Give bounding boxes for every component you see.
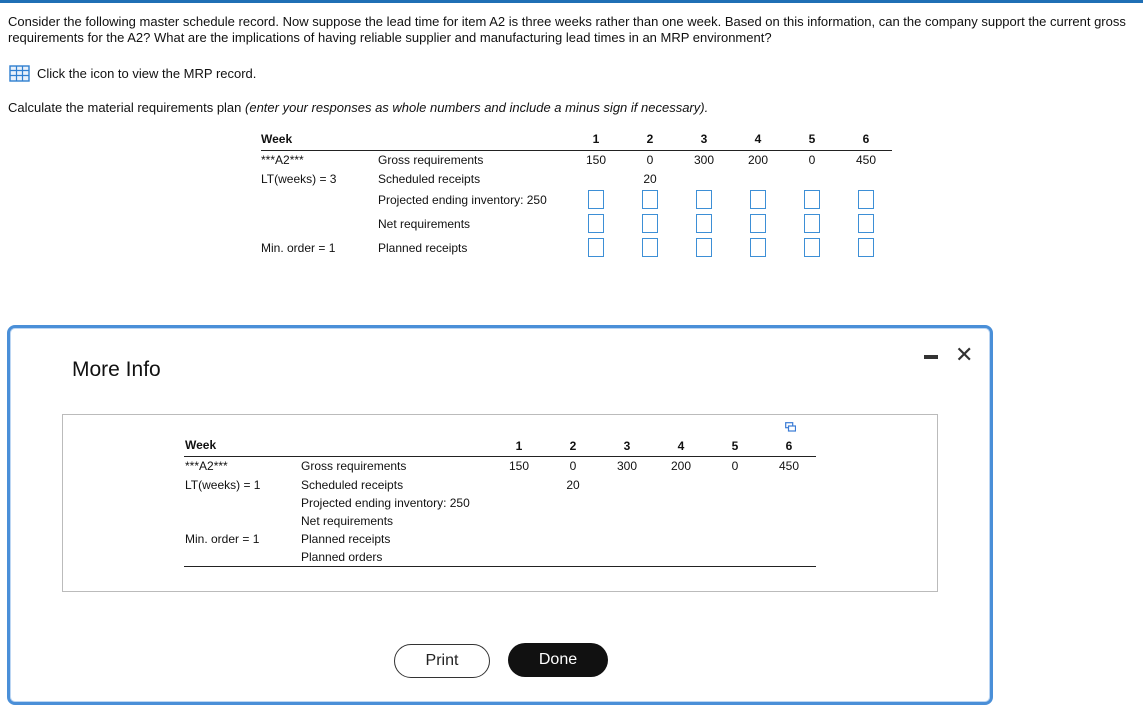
- gross-week-6: 450: [855, 153, 877, 167]
- instruction-italic: (enter your responses as whole numbers and include a minus sign if necessary).: [245, 100, 709, 115]
- modal-week-1-header: 1: [515, 439, 523, 453]
- modal-week-header: Week: [185, 438, 217, 452]
- week-header: Week: [261, 132, 293, 146]
- week-5-header: 5: [808, 132, 816, 146]
- gross-week-5: 0: [808, 153, 816, 167]
- modal-header-rule: [184, 456, 816, 457]
- row-label-projected: Projected ending inventory: 250: [378, 193, 547, 207]
- modal-row-planned-receipts: Planned receipts: [301, 532, 391, 546]
- gross-week-4: 200: [747, 153, 769, 167]
- modal-gross-week-1: 150: [508, 459, 530, 473]
- question-text: Consider the following master schedule record. Now suppose the lead time for item A2 is three weeks rather than one week. Based on this information, can the company support the current gross requirements for the A2? What are the implications of having reliable supplier and manufacturing lead times in an MRP environment?: [8, 14, 1126, 45]
- modal-scheduled-week-2: 20: [566, 478, 580, 492]
- modal-title: More Info: [72, 358, 161, 381]
- item-label: ***A2***: [261, 153, 304, 167]
- week-3-header: 3: [700, 132, 708, 146]
- modal-gross-week-6: 450: [778, 459, 800, 473]
- gross-week-2: 0: [646, 153, 654, 167]
- modal-week-6-header: 6: [785, 439, 793, 453]
- instruction-prefix: Calculate the material requirements plan: [8, 100, 246, 115]
- modal-week-5-header: 5: [731, 439, 739, 453]
- min-order-label: Min. order = 1: [261, 241, 336, 255]
- modal-bottom-rule: [184, 566, 816, 567]
- gross-week-3: 300: [693, 153, 715, 167]
- minimize-icon[interactable]: [924, 355, 938, 359]
- modal-min-order-label: Min. order = 1: [185, 532, 260, 546]
- modal-gross-week-3: 300: [616, 459, 638, 473]
- row-label-planned: Planned receipts: [378, 241, 468, 255]
- modal-gross-week-4: 200: [670, 459, 692, 473]
- copy-icon[interactable]: [785, 422, 796, 432]
- modal-lead-time-label: LT(weeks) = 1: [185, 478, 261, 492]
- modal-gross-week-2: 0: [569, 459, 577, 473]
- row-label-gross: Gross requirements: [378, 153, 484, 167]
- modal-week-4-header: 4: [677, 439, 685, 453]
- modal-row-net: Net requirements: [301, 514, 394, 528]
- scheduled-week-2: 20: [643, 172, 657, 186]
- done-button[interactable]: Done: [508, 643, 608, 677]
- modal-week-3-header: 3: [623, 439, 631, 453]
- close-icon[interactable]: ✕: [955, 342, 974, 367]
- week-6-header: 6: [862, 132, 870, 146]
- modal-row-projected: Projected ending inventory: 250: [301, 496, 470, 510]
- week-2-header: 2: [646, 132, 654, 146]
- week-1-header: 1: [592, 132, 600, 146]
- modal-row-scheduled: Scheduled receipts: [301, 478, 404, 492]
- lead-time-label: LT(weeks) = 3: [261, 172, 337, 186]
- modal-item-label: ***A2***: [185, 459, 228, 473]
- mrp-link-label: Click the icon to view the MRP record.: [37, 66, 257, 81]
- modal-gross-week-5: 0: [731, 459, 739, 473]
- modal-week-2-header: 2: [569, 439, 577, 453]
- week-4-header: 4: [754, 132, 762, 146]
- row-label-scheduled: Scheduled receipts: [378, 172, 481, 186]
- gross-week-1: 150: [585, 153, 607, 167]
- print-button[interactable]: Print: [394, 644, 490, 678]
- modal-row-planned-orders: Planned orders: [301, 550, 383, 564]
- modal-row-gross: Gross requirements: [301, 459, 407, 473]
- row-label-net: Net requirements: [378, 217, 471, 231]
